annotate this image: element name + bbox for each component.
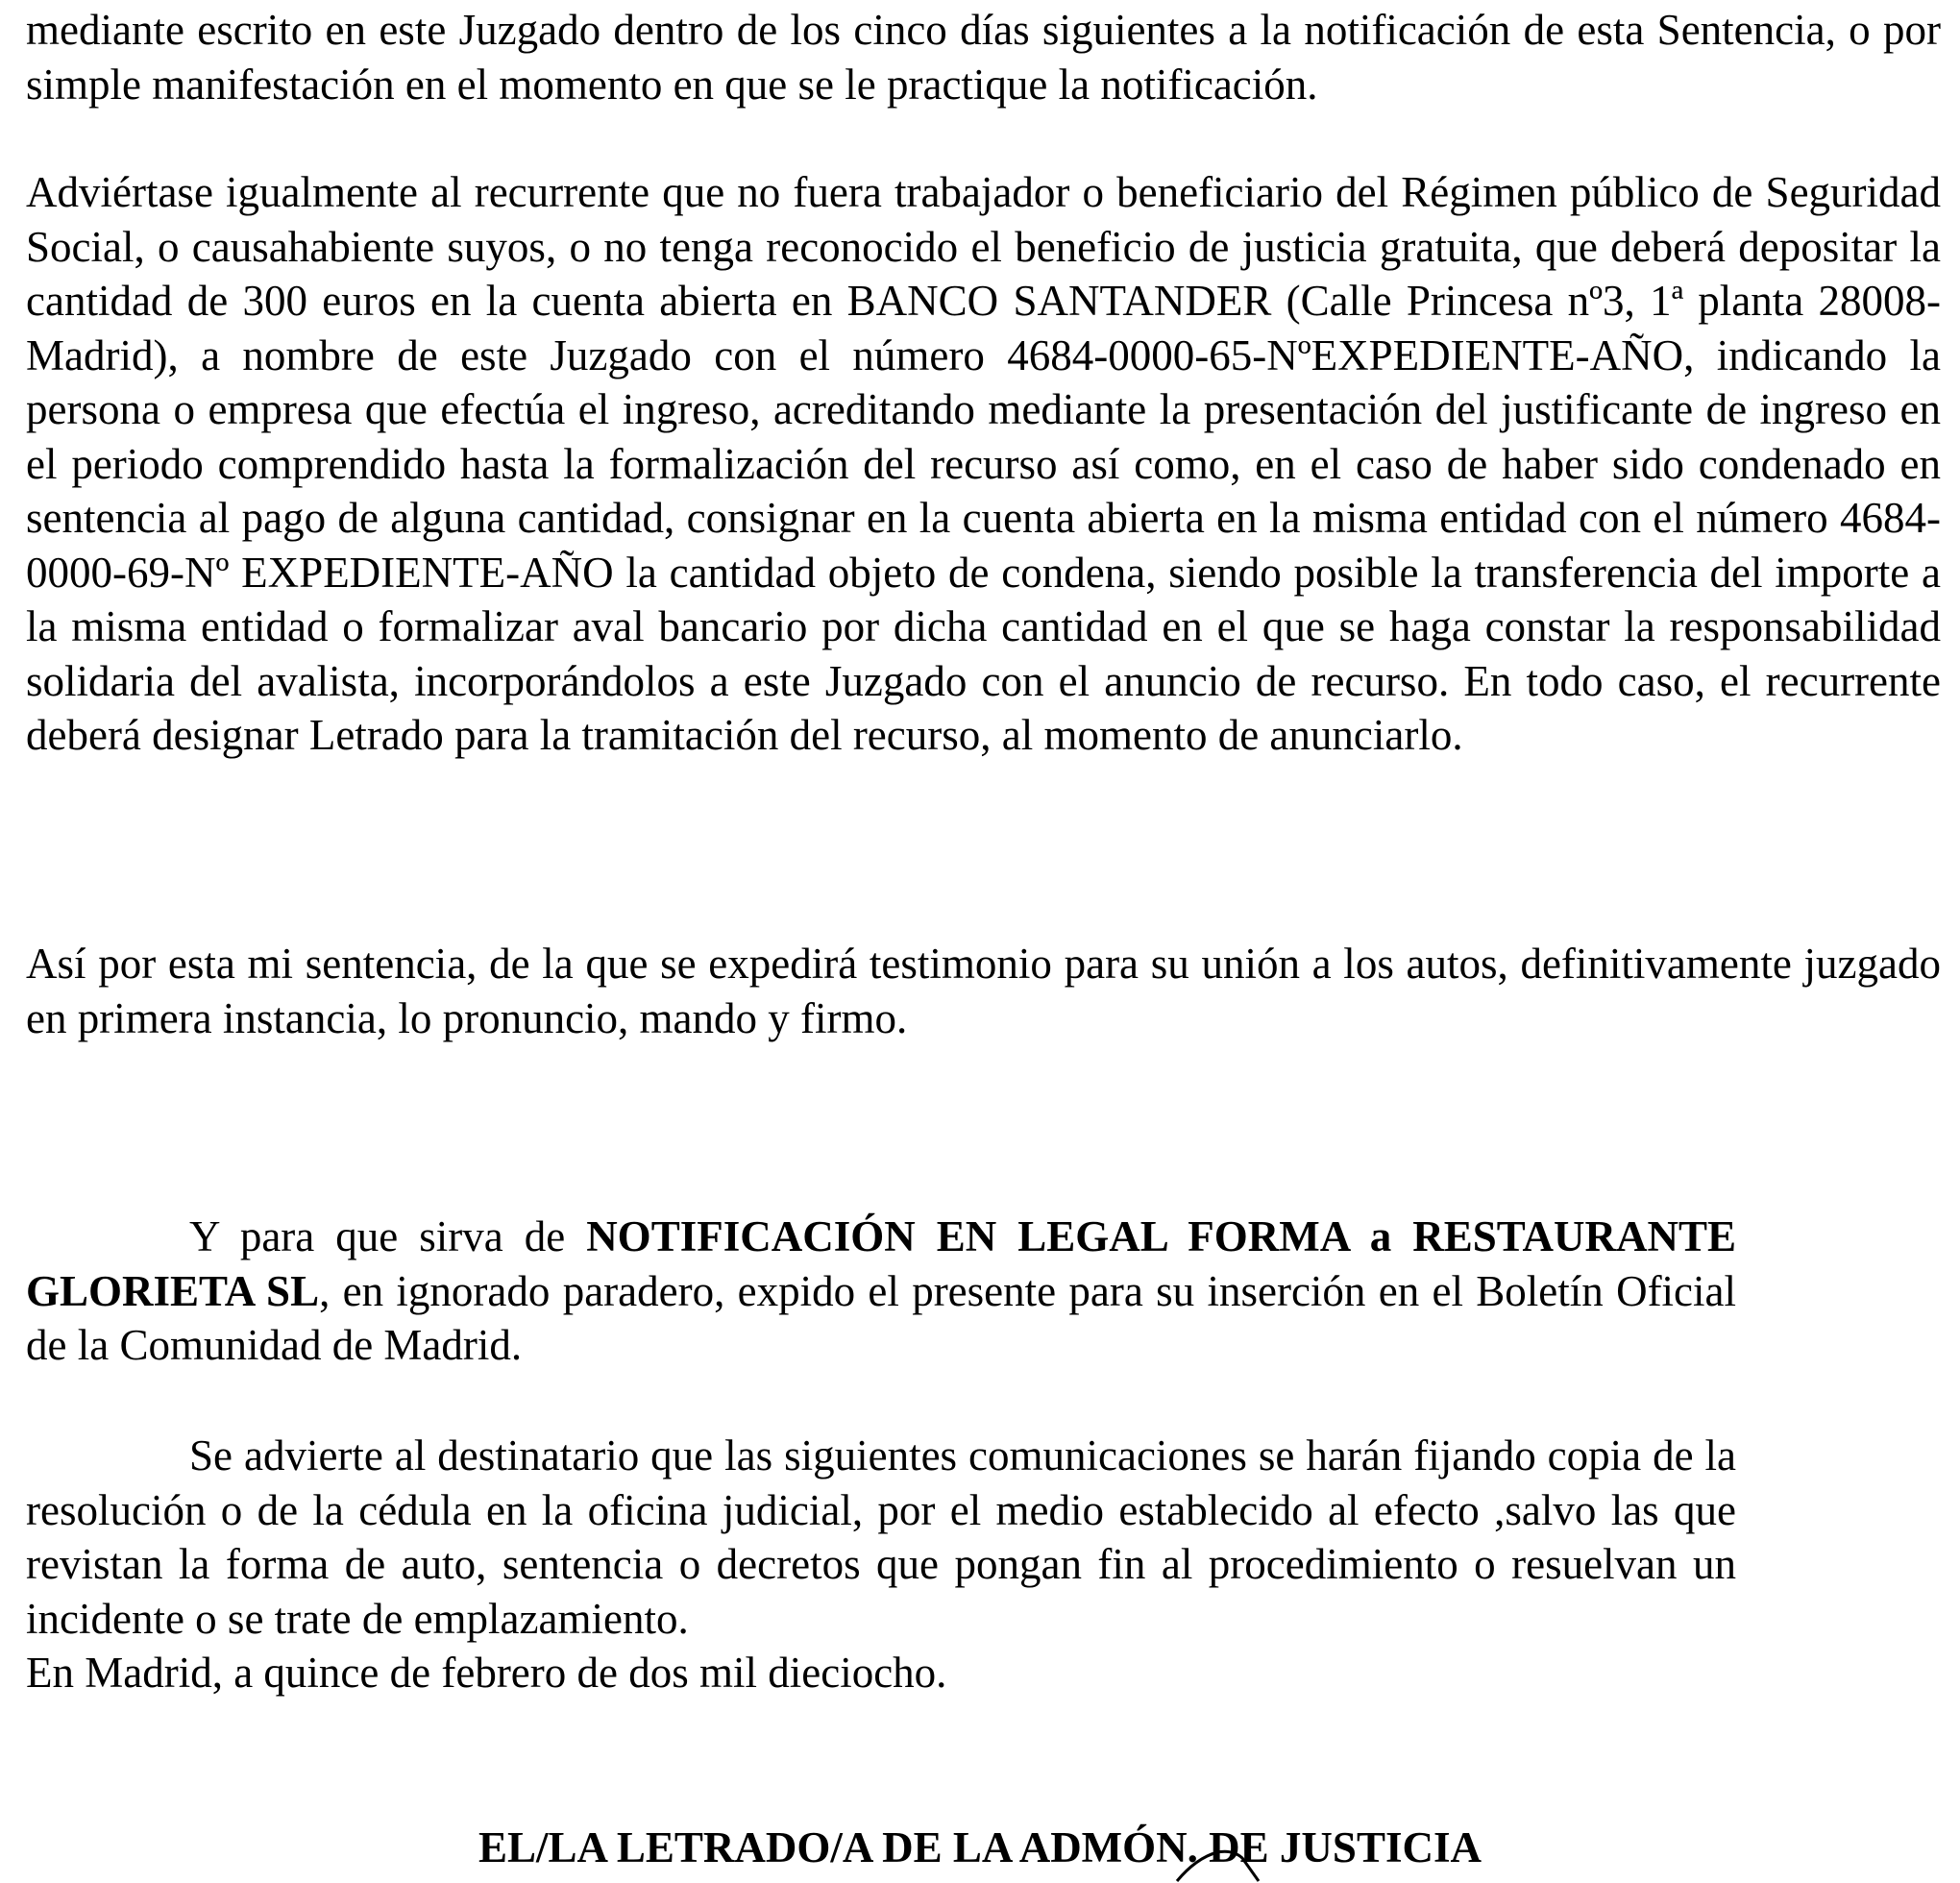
paragraph-sentence-closing: Así por esta mi sentencia, de la que se expedirá testimonio para su unión a los autos, definitivamente juzgado en primera instancia, lo pronuncio, mando y firmo. [26,940,1941,1042]
paragraph-appeal-deadline: mediante escrito en este Juzgado dentro de los cinco días siguientes a la notificación de esta Sentencia, o por simple manifestación en el momento en que se le practique la notificación. [26,6,1941,109]
paragraph-notification [26,1210,1736,1373]
paragraph-recipient-warning: Se advierte al destinatario que las siguientes comunicaciones se harán fijando copia de la resolución o de la cédula en la oficina judicial, por el medio establecido al efecto ,salvo las que revistan la forma de auto, sentencia o decretos que pongan fin al procedimiento o resuelvan un incidente o se trate de emplazamiento. [26,1431,1736,1643]
signature-heading [0,1821,1960,1874]
notification-bold-text: NOTIFICACIÓN EN LEGAL FORMA a RESTAURANTE GLORIETA SL [26,1212,1736,1315]
signature-heading-text: EL/LA LETRADO/A DE LA ADMÓN. DE JUSTICIA [478,1823,1482,1871]
paragraph-deposit-warning: Adviértase igualmente al recurrente que no fuera trabajador o beneficiario del Régimen público de Seguridad Social, o causahabiente suyos, o no tenga reconocido el beneficio de justicia gratuita, que deberá depositar la cantidad de 300 euros en la cuenta abierta en BANCO SANTANDER (Calle Princesa nº3, 1ª planta 28008-Madrid), a nombre de este Juzgado con el número 4684-0000-65-NºEXPEDIENTE-AÑO, indicando la persona o empresa que efectúa el ingreso, acreditando mediante la presentación del justificante de ingreso en el periodo comprendido hasta la formalización del recurso así como, en el caso de haber sido condenado en sentencia al pago de alguna cantidad, consignar en la cuenta abierta en la misma entidad con el número 4684-0000-69-Nº EXPEDIENTE-AÑO la cantidad objeto de condena, siendo posible la transferencia del importe a la misma entidad o formalizar aval bancario por dicha cantidad en el que se haga constar la responsabilidad solidaria del avalista, incorporándolos a este Juzgado con el anuncio de recurso. En todo caso, el recurrente deberá designar Letrado para la tramitación del recurso, al momento de anunciarlo. [26,168,1941,759]
signature-scribble-icon [1158,1845,1302,1883]
notification-tail-text: , en ignorado paradero, expido el presente para su inserción en el Boletín Oficial de la Comunidad de Madrid. [26,1266,1737,1369]
notification-lead-text: Y para que sirva de [189,1212,587,1260]
paragraph-date-place: En Madrid, a quince de febrero de dos mil dieciocho. [26,1649,947,1697]
